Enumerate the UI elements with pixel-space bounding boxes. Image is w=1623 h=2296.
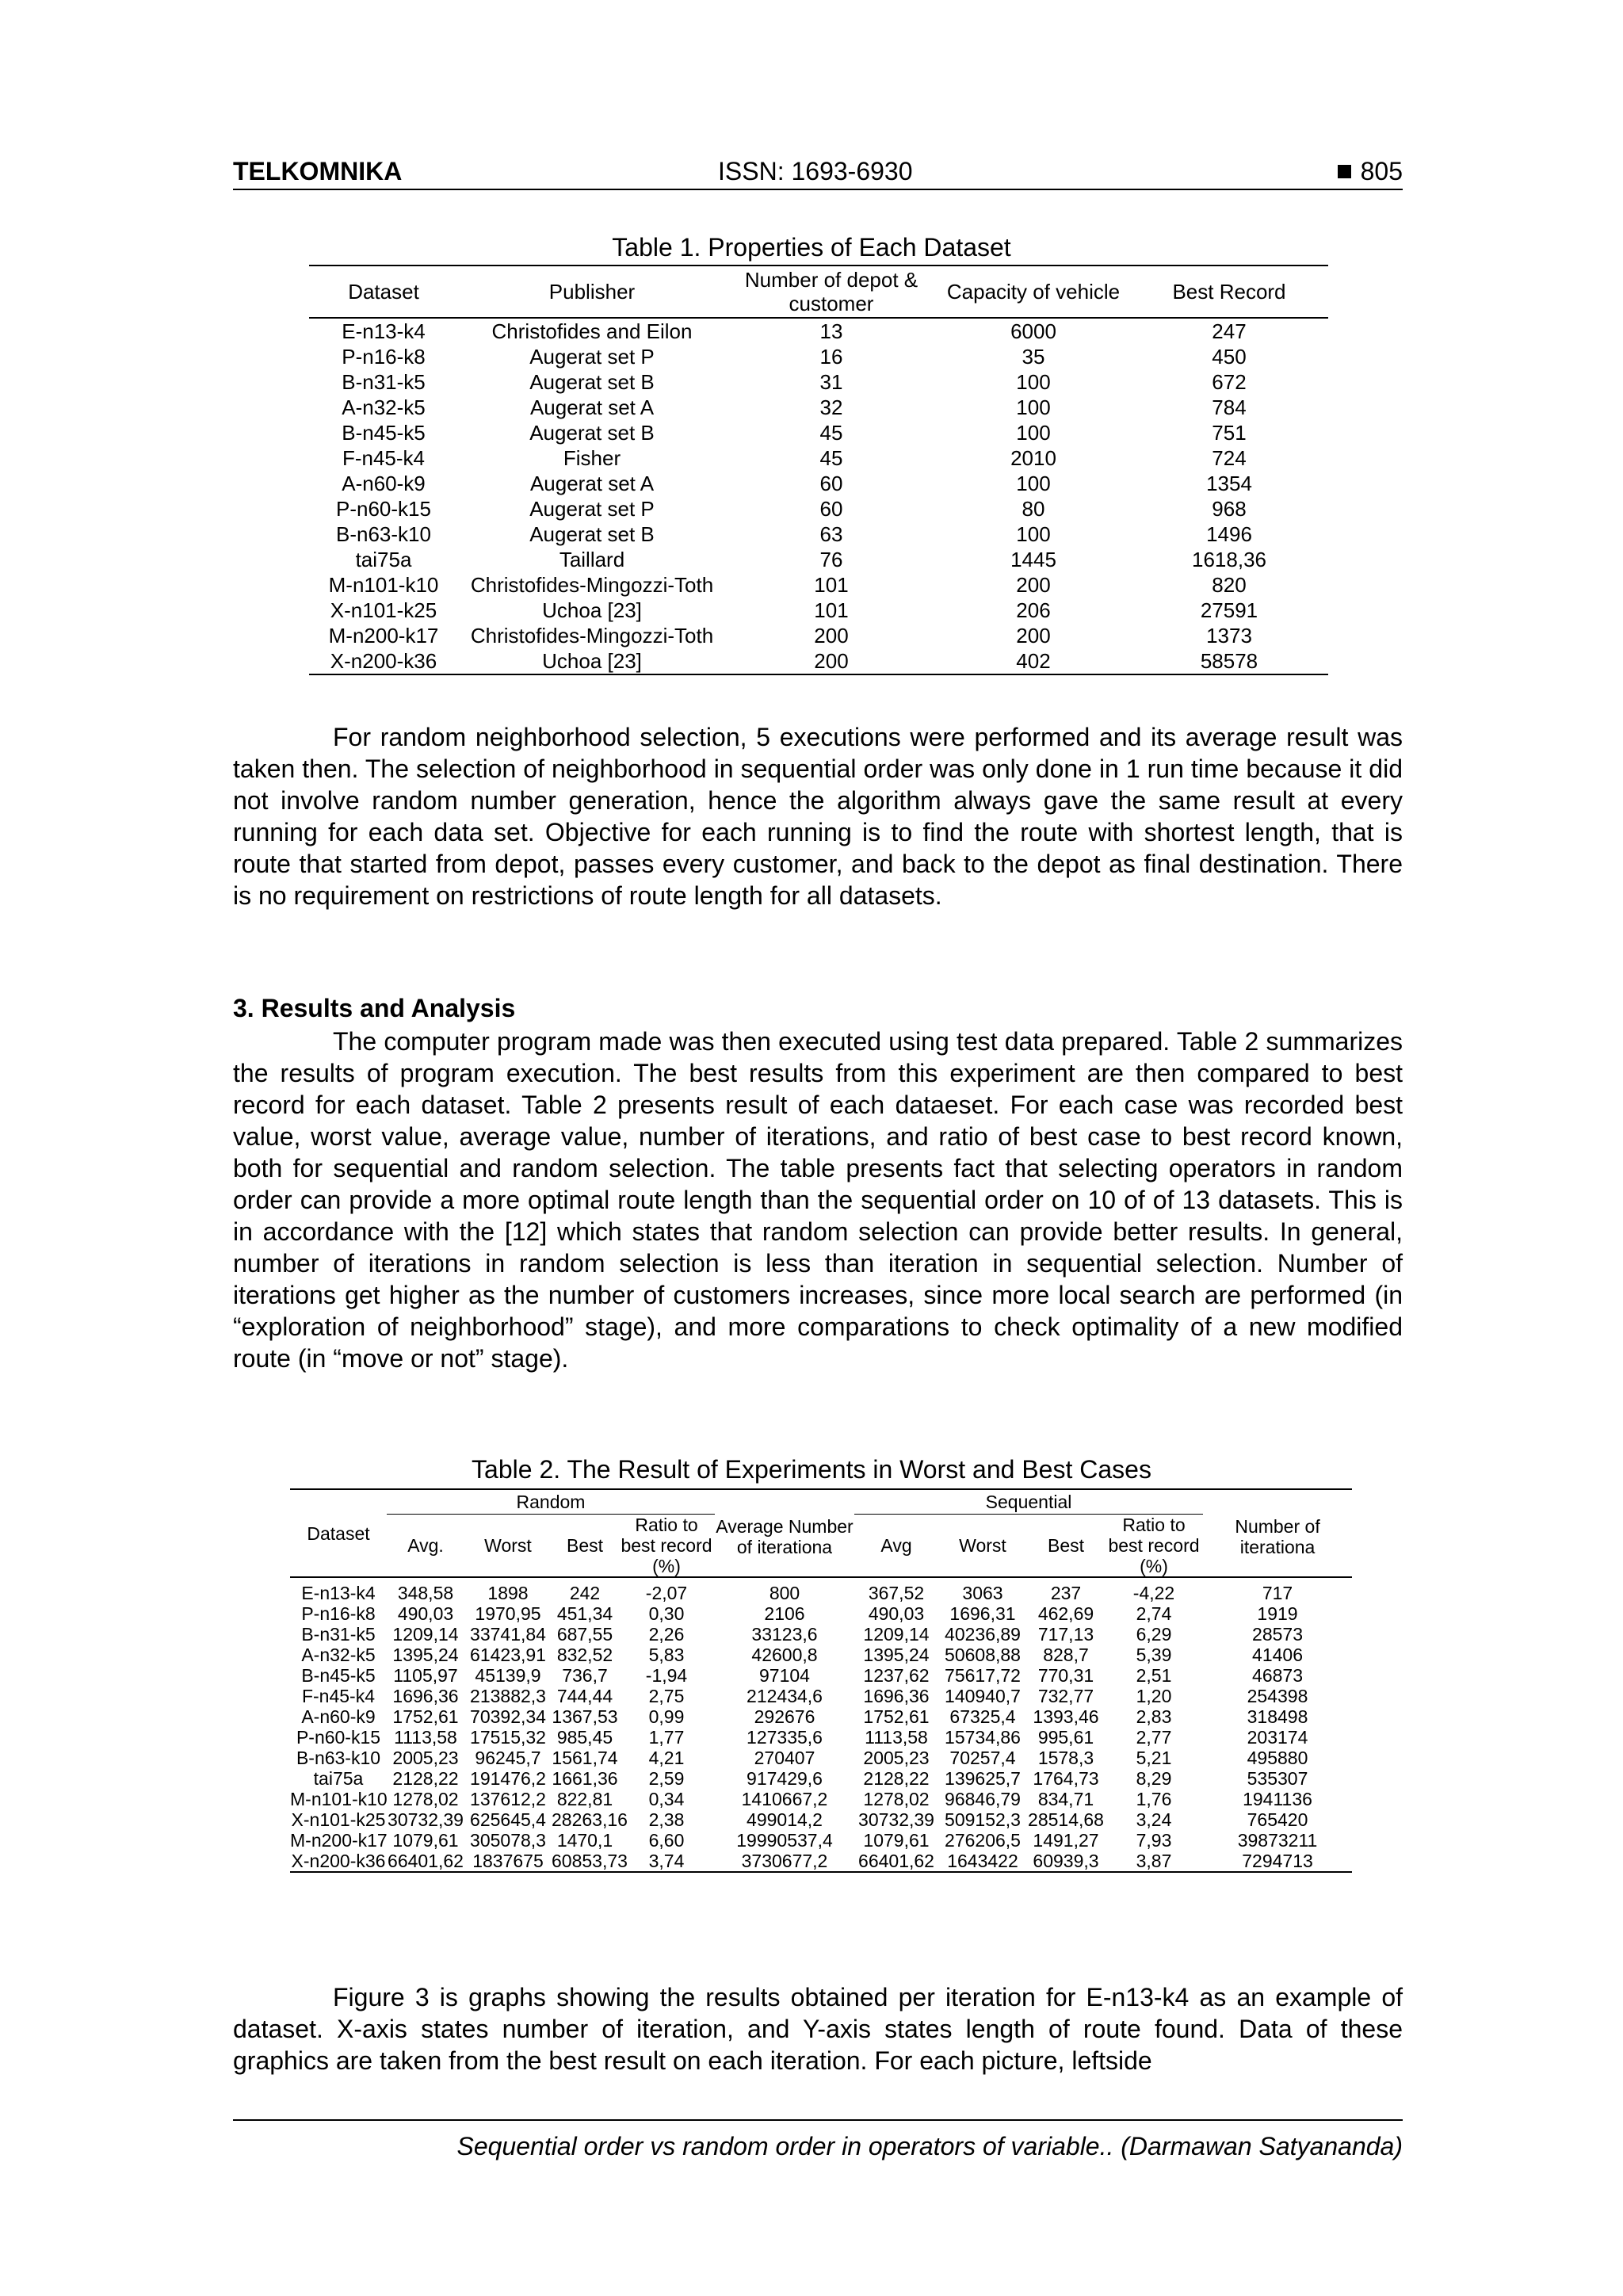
table2-cell: 60853,73 <box>552 1851 628 1871</box>
table2-row <box>290 1706 1352 1727</box>
table2-cell: 3,87 <box>1105 1851 1203 1872</box>
table2-cell: X-n200-k36 <box>291 1851 386 1871</box>
table1-cell: Christofides-Mingozzi-Toth <box>470 624 714 648</box>
table1-cell: 402 <box>937 648 1130 674</box>
table1-cell: X-n101-k25 <box>330 598 437 622</box>
table1-cell: 820 <box>1212 573 1247 597</box>
table1-col-header: Publisher <box>458 266 726 318</box>
table2-cell: 6,60 <box>648 1830 685 1851</box>
table2-cell: 237 <box>1050 1583 1082 1603</box>
table2-cell: 5,83 <box>648 1645 685 1665</box>
table1-cell: 100 <box>1016 421 1051 445</box>
table1-col-header: Capacity of vehicle <box>937 266 1130 318</box>
table2-cell: F-n45-k4 <box>301 1686 376 1706</box>
table1-cell: 784 <box>1212 395 1247 419</box>
table2-cell: E-n13-k4 <box>301 1583 376 1603</box>
table2-cell: tai75a <box>313 1768 364 1789</box>
page-footer: Sequential order vs random order in operators of variable.. (Darmawan Satyananda) <box>233 2119 1403 2161</box>
table1-cell: 672 <box>1212 370 1247 394</box>
table1-row <box>309 496 1328 521</box>
table2-cell: 127335,6 <box>747 1727 823 1748</box>
table1-cell: P-n60-k15 <box>336 497 431 521</box>
table2-cell: 1395,24 <box>863 1645 930 1665</box>
table1-cell: 76 <box>819 548 843 571</box>
table1-cell: 200 <box>814 624 849 648</box>
table2-cell: A-n32-k5 <box>301 1645 376 1665</box>
table2-cell: 1898 <box>487 1583 529 1603</box>
table1-cell: Uchoa [23] <box>542 598 642 622</box>
table1-cell: 101 <box>814 598 849 622</box>
table1-cell: 1496 <box>1206 522 1252 546</box>
table2-caption: Table 2. The Result of Experiments in Worst and Best Cases <box>472 1455 1151 1484</box>
table1-row <box>309 547 1328 572</box>
table1-cell: Christofides-Mingozzi-Toth <box>470 573 714 597</box>
table1-cell: 450 <box>1212 345 1247 369</box>
table2-cell: 732,77 <box>1037 1686 1094 1706</box>
table1-cell: tai75a <box>355 548 412 571</box>
table2-cell: 276206,5 <box>945 1830 1021 1851</box>
table2-cell: 348,58 <box>397 1583 454 1603</box>
table2-cell: 1278,02 <box>392 1789 459 1809</box>
table1-row <box>309 598 1328 623</box>
table2-cell: 2,38 <box>648 1809 685 1830</box>
table1-cell: M-n200-k17 <box>328 624 439 648</box>
table1-cell: E-n13-k4 <box>342 319 426 343</box>
table2-cell: 717 <box>1262 1583 1293 1603</box>
table2-cell: M-n101-k10 <box>290 1789 388 1809</box>
table2-cell: -1,94 <box>645 1665 688 1686</box>
table2-cell: 3730677,2 <box>715 1851 854 1872</box>
table2-cell: 1237,62 <box>863 1665 930 1686</box>
table2-cell: 70257,4 <box>949 1748 1016 1768</box>
table2-cell: 3063 <box>962 1583 1003 1603</box>
table2-cell: 1696,36 <box>863 1686 930 1706</box>
table2-cell: 46873 <box>1252 1665 1303 1686</box>
table2-cell: 625645,4 <box>470 1809 546 1830</box>
table1-cell: Augerat set P <box>529 345 655 369</box>
table2-cell: 41406 <box>1252 1645 1303 1665</box>
table1-cell: Augerat set A <box>529 395 655 419</box>
table2-row <box>290 1577 1352 1603</box>
table1-header-row <box>309 266 1328 318</box>
table2-row <box>290 1686 1352 1706</box>
table2-cell: 17515,32 <box>470 1727 546 1748</box>
table2-group-sequential: Sequential <box>854 1489 1203 1515</box>
table2-cell: 1643422 <box>938 1851 1027 1872</box>
table2-cell: 15734,86 <box>945 1727 1021 1748</box>
table1-cell: Augerat set B <box>529 370 655 394</box>
table2-cell: 1941136 <box>1243 1789 1312 1809</box>
table2-cell: 8,29 <box>1136 1768 1172 1789</box>
table2-cell: 499014,2 <box>747 1809 823 1830</box>
table2-row <box>290 1645 1352 1665</box>
table2-cell: 42600,8 <box>751 1645 818 1665</box>
table2-cell: -2,07 <box>645 1583 688 1603</box>
table1-cell: 100 <box>1016 395 1051 419</box>
table2-cell: X-n101-k25 <box>291 1809 386 1830</box>
table1-col-header: Dataset <box>309 266 458 318</box>
table2-cell: 1278,02 <box>863 1789 930 1809</box>
table1-cell: M-n101-k10 <box>328 573 439 597</box>
table2-col-dataset: Dataset <box>290 1489 387 1577</box>
table1-cell: Fisher <box>563 446 621 470</box>
table2-row <box>290 1727 1352 1748</box>
table1-cell: 63 <box>819 522 843 546</box>
table2-body <box>290 1577 1352 1872</box>
table2-cell: 0,30 <box>648 1603 685 1624</box>
table2-col-header: Best <box>1027 1515 1105 1578</box>
table2-cell: 5,21 <box>1136 1748 1172 1768</box>
table2-subheader-row <box>290 1515 1352 1578</box>
table1-cell: 60 <box>819 497 843 521</box>
table1-cell: 2010 <box>1010 446 1056 470</box>
table2-cell: 2128,22 <box>392 1768 459 1789</box>
table2-cell: 242 <box>569 1583 601 1603</box>
table1-cell: Augerat set A <box>529 472 655 495</box>
table2-cell: 2128,22 <box>863 1768 930 1789</box>
table2-cell: 66401,62 <box>388 1851 464 1871</box>
table2-cell: 744,44 <box>556 1686 613 1706</box>
table2-cell: 770,31 <box>1037 1665 1094 1686</box>
table2-cell: 50608,88 <box>945 1645 1021 1665</box>
table1-cell: 1618,36 <box>1192 548 1266 571</box>
table2-cell: 270407 <box>754 1748 815 1768</box>
table2-group-random: Random <box>387 1489 715 1515</box>
table2-cell: 213882,3 <box>470 1686 546 1706</box>
table1-cell: Christofides and Eilon <box>491 319 693 343</box>
table1-cell: 27591 <box>1200 598 1258 622</box>
table2-cell: 1395,24 <box>392 1645 459 1665</box>
table2-cell: 490,03 <box>868 1603 925 1624</box>
table1-row <box>309 471 1328 496</box>
table1-cell: 1373 <box>1206 624 1252 648</box>
table1-cell: Augerat set B <box>529 421 655 445</box>
table2-cell: 800 <box>769 1583 800 1603</box>
table2-cell: 490,03 <box>397 1603 454 1624</box>
table2-cell: 2,26 <box>648 1624 685 1645</box>
table2-cell: 1764,73 <box>1033 1768 1099 1789</box>
page-header <box>233 157 1403 190</box>
table1-cell: A-n60-k9 <box>342 472 426 495</box>
table2-cell: 45139,9 <box>475 1665 541 1686</box>
table1-cell: 60 <box>819 472 843 495</box>
table1-cell: 206 <box>1016 598 1051 622</box>
table2-cell: 1578,3 <box>1037 1748 1094 1768</box>
table1-cell: 80 <box>1022 497 1045 521</box>
table1-caption: Table 1. Properties of Each Dataset <box>612 233 1011 262</box>
table1-cell: A-n32-k5 <box>342 395 426 419</box>
table2-cell: 917429,6 <box>747 1768 823 1789</box>
table2-cell: 1113,58 <box>394 1727 457 1748</box>
table2-cell: 1470,1 <box>556 1830 613 1851</box>
table2-cell: 2,51 <box>1136 1665 1172 1686</box>
table1-cell: 100 <box>1016 522 1051 546</box>
table2-cell: M-n200-k17 <box>290 1830 388 1851</box>
table1-cell: 13 <box>819 319 843 343</box>
table2-cell: 1,76 <box>1136 1789 1172 1809</box>
table1-cell: X-n200-k36 <box>309 648 458 674</box>
table2-cell: 5,39 <box>1136 1645 1172 1665</box>
table1-row <box>309 521 1328 547</box>
table2-cell: 1561,74 <box>552 1748 618 1768</box>
table2-cell: 462,69 <box>1037 1603 1094 1624</box>
table2-cell: B-n31-k5 <box>301 1624 376 1645</box>
table1-cell: 968 <box>1212 497 1247 521</box>
table2-cell: 1970,95 <box>475 1603 541 1624</box>
table2-cell: 75617,72 <box>945 1665 1021 1686</box>
table2-cell: 97104 <box>759 1665 810 1686</box>
table2-cell: 451,34 <box>556 1603 613 1624</box>
paragraph-figure3: Figure 3 is graphs showing the results obtained per iteration for E-n13-k4 as an example of dataset. X-axis states number of iteration, and Y-axis states length of route found. Data of these graphics are taken from the best result on each iteration. For each picture, leftside <box>233 1983 1403 2075</box>
table2-cell: 67325,4 <box>949 1706 1016 1727</box>
table2-cell: 736,7 <box>562 1665 608 1686</box>
table1-cell: 16 <box>819 345 843 369</box>
table1-cell: 1354 <box>1206 472 1252 495</box>
table2-col-header: Avg <box>854 1515 938 1578</box>
table2-cell: 2,77 <box>1136 1727 1172 1748</box>
table1-col-header: Number of depot & customer <box>726 266 937 318</box>
table1-cell: Augerat set P <box>529 497 655 521</box>
table2-cell: 367,52 <box>868 1583 925 1603</box>
table2-row <box>290 1665 1352 1686</box>
table2-cell: 1696,31 <box>949 1603 1016 1624</box>
table1-row <box>309 648 1328 674</box>
journal-name: TELKOMNIKA <box>233 157 403 185</box>
table2-cell: 96846,79 <box>945 1789 1021 1809</box>
table2-cell: 687,55 <box>556 1624 613 1645</box>
table1-cell: 200 <box>726 648 937 674</box>
table2-cell: 2,59 <box>648 1768 685 1789</box>
table1-cell: 6000 <box>1010 319 1056 343</box>
table2-cell: P-n16-k8 <box>301 1603 376 1624</box>
table2-cell: 30732,39 <box>388 1809 464 1830</box>
table1-body <box>309 318 1328 674</box>
table2-cell: 33123,6 <box>751 1624 818 1645</box>
table2-cell: 3,24 <box>1136 1809 1172 1830</box>
table1-cell: 247 <box>1212 319 1247 343</box>
table2-cell: 7294713 <box>1203 1851 1352 1872</box>
table2-row <box>290 1830 1352 1851</box>
table2-cell: 1752,61 <box>863 1706 930 1727</box>
table1-cell: 751 <box>1212 421 1247 445</box>
table2-cell: 1393,46 <box>1033 1706 1099 1727</box>
table2-cell: 28263,16 <box>552 1809 628 1830</box>
table2-col-header: Worst <box>938 1515 1027 1578</box>
table1-cell: 101 <box>814 573 849 597</box>
table2-cell: 1410667,2 <box>741 1789 828 1809</box>
table1-cell: Taillard <box>559 548 625 571</box>
table2-cell: 717,13 <box>1037 1624 1094 1645</box>
table1-row <box>309 395 1328 420</box>
table1-cell: P-n16-k8 <box>342 345 426 369</box>
table2-cell: A-n60-k9 <box>301 1706 376 1727</box>
table2-cell: P-n60-k15 <box>296 1727 381 1748</box>
table2-col-header: Best <box>552 1515 618 1578</box>
table2-cell: 28573 <box>1252 1624 1303 1645</box>
table2-cell: 535307 <box>1247 1768 1308 1789</box>
table2-cell: 19990537,4 <box>736 1830 833 1851</box>
table2-cell: 2005,23 <box>863 1748 930 1768</box>
table2-cell: 203174 <box>1247 1727 1308 1748</box>
table2-cell: 40236,89 <box>945 1624 1021 1645</box>
table2-cell: 765420 <box>1247 1809 1308 1830</box>
table1-cell: 200 <box>1016 573 1051 597</box>
table2-cell: 254398 <box>1247 1686 1308 1706</box>
table2-cell: 495880 <box>1247 1748 1308 1768</box>
table2-cell: 1105,97 <box>393 1665 458 1686</box>
table2-cell: 1752,61 <box>392 1706 459 1727</box>
table1-cell: 58578 <box>1130 648 1328 674</box>
table1-row <box>309 318 1328 344</box>
table2-cell: 30732,39 <box>858 1809 934 1830</box>
table2-cell: 2,83 <box>1136 1706 1172 1727</box>
table2-cell: 212434,6 <box>747 1686 823 1706</box>
table1-cell: F-n45-k4 <box>342 446 426 470</box>
table1-row <box>309 369 1328 395</box>
table1-cell: 35 <box>1022 345 1045 369</box>
table1-row <box>309 623 1328 648</box>
table2-col-header: Avg. <box>387 1515 464 1578</box>
table2-cell: 139625,7 <box>945 1768 1021 1789</box>
table2-cell: 1113,58 <box>865 1727 928 1748</box>
table2-cell: 1367,53 <box>552 1706 618 1727</box>
table1-cell: 100 <box>1016 472 1051 495</box>
table2-cell: 7,93 <box>1136 1830 1172 1851</box>
table1-cell: B-n63-k10 <box>336 522 431 546</box>
table2-cell: 66401,62 <box>854 1851 938 1872</box>
table1-cell: 200 <box>1016 624 1051 648</box>
table1-cell: 32 <box>819 395 843 419</box>
square-bullet-icon <box>1338 165 1351 178</box>
table2-cell: 1919 <box>1257 1603 1298 1624</box>
table2-cell: 137612,2 <box>470 1789 546 1809</box>
table2-cell: 39873211 <box>1237 1830 1318 1851</box>
paragraph-results: The computer program made was then executed using test data prepared. Table 2 summarizes the results of program execution. The best results from this experiment are then compared to best record for each dataset. Table 2 presents result of each dataeset. For each case was recorded best value, worst value, average value, number of iterations, and ratio of best case to best record known, both for sequential and random selection. The table presents fact that selecting operators in random order can provide a more optimal route length than the sequential order on 10 of of 13 datasets. This is in accordance with the [12] which states that random selection can provide better results. In general, number of iterations in random selection is less than iteration in sequential selection. Number of iterations get higher as the number of customers increases, since more local search are performed (in “exploration of neighborhood” stage), and more comparations to check optimality of a new modified route (in “move or not” stage). <box>233 1027 1403 1373</box>
table2-col-header: Number of iterationa <box>1203 1515 1352 1578</box>
table2-cell: 60939,3 <box>1027 1851 1105 1872</box>
table2-cell: 2106 <box>764 1603 805 1624</box>
table1-row <box>309 445 1328 471</box>
table2-cell: 1079,61 <box>863 1830 930 1851</box>
table2-cell: 834,71 <box>1037 1789 1094 1809</box>
table1-cell: 100 <box>1016 370 1051 394</box>
table2-cell: 0,99 <box>648 1706 685 1727</box>
table2-col-header: Average Number of iterationa <box>715 1515 854 1578</box>
table2-cell: 1,77 <box>648 1727 685 1748</box>
table2-row <box>290 1624 1352 1645</box>
table2-cell: 822,81 <box>556 1789 613 1809</box>
table2-row <box>290 1789 1352 1809</box>
table1-cell: B-n45-k5 <box>342 421 426 445</box>
table2-cell: 6,29 <box>1136 1624 1172 1645</box>
table2-cell: 61423,91 <box>470 1645 546 1665</box>
table1-row <box>309 420 1328 445</box>
table1-cell: 1445 <box>1010 548 1056 571</box>
table2-row <box>290 1851 1352 1872</box>
table2-cell: 828,7 <box>1043 1645 1089 1665</box>
table2-cell: 2005,23 <box>392 1748 459 1768</box>
table2-col-header: Worst <box>464 1515 552 1578</box>
table2-cell: 3,74 <box>618 1851 715 1872</box>
table1-cell: 45 <box>819 421 843 445</box>
table2-cell: 1696,36 <box>392 1686 459 1706</box>
table2-cell: 1661,36 <box>552 1768 618 1789</box>
table1-cell: 724 <box>1212 446 1247 470</box>
issn: ISSN: 1693-6930 <box>718 157 913 185</box>
table2-col-header: Ratio to best record (%) <box>618 1515 715 1578</box>
table2-cell: 2,75 <box>648 1686 685 1706</box>
table2-row <box>290 1809 1352 1830</box>
table2-cell: 191476,2 <box>470 1768 546 1789</box>
table2-cell: 305078,3 <box>470 1830 546 1851</box>
table1-row <box>309 572 1328 598</box>
paragraph-random-selection: For random neighborhood selection, 5 executions were performed and its average result was taken then. The selection of neighborhood in sequential order was only done in 1 run time because it did not involve random number generation, hence the algorithm always gave the same result at every running for each data set. Objective for each running is to find the route with shortest length, that is route that started from depot, passes every customer, and back to the depot as final destination. There is no requirement on restrictions of route length for all datasets. <box>233 723 1403 910</box>
table2 <box>290 1488 1352 1873</box>
table2-cell: 0,34 <box>648 1789 685 1809</box>
table2-cell: 140940,7 <box>945 1686 1021 1706</box>
table2-cell: 28514,68 <box>1028 1809 1104 1830</box>
table2-group-row <box>290 1489 1352 1515</box>
table2-cell: 985,45 <box>556 1727 613 1748</box>
table2-cell: 1079,61 <box>392 1830 459 1851</box>
table2-cell: 1209,14 <box>863 1624 930 1645</box>
table1-cell: Uchoa [23] <box>458 648 726 674</box>
table2-cell: 33741,84 <box>470 1624 546 1645</box>
table2-cell: 2,74 <box>1136 1603 1172 1624</box>
table1-cell: 45 <box>819 446 843 470</box>
table2-cell: 96245,7 <box>475 1748 541 1768</box>
table2-cell: 995,61 <box>1037 1727 1094 1748</box>
section-title: 3. Results and Analysis <box>233 994 516 1022</box>
table2-cell: 1491,27 <box>1033 1830 1099 1851</box>
table2-cell: 292676 <box>754 1706 815 1727</box>
table2-cell: 1209,14 <box>392 1624 459 1645</box>
table1-cell: Augerat set B <box>529 522 655 546</box>
table2-row <box>290 1603 1352 1624</box>
page-number: 805 <box>1360 157 1403 185</box>
table2-cell: 509152,3 <box>945 1809 1021 1830</box>
table2-cell: 318498 <box>1247 1706 1308 1727</box>
table2-cell: 1,20 <box>1136 1686 1172 1706</box>
table2-col-header: Ratio to best record (%) <box>1105 1515 1203 1578</box>
table2-row <box>290 1748 1352 1768</box>
table1 <box>309 265 1328 675</box>
table2-cell: B-n63-k10 <box>296 1748 381 1768</box>
table1-cell: B-n31-k5 <box>342 370 426 394</box>
table2-cell: -4,22 <box>1132 1583 1175 1603</box>
table2-cell: 1837675 <box>464 1851 552 1872</box>
table2-cell: 4,21 <box>648 1748 685 1768</box>
table2-cell: 70392,34 <box>470 1706 546 1727</box>
table2-row <box>290 1768 1352 1789</box>
table2-cell: B-n45-k5 <box>301 1665 376 1686</box>
table1-col-header: Best Record <box>1130 266 1328 318</box>
page-number-area <box>1338 157 1403 186</box>
table1-cell: 31 <box>819 370 843 394</box>
table2-cell: 832,52 <box>556 1645 613 1665</box>
table1-row <box>309 344 1328 369</box>
